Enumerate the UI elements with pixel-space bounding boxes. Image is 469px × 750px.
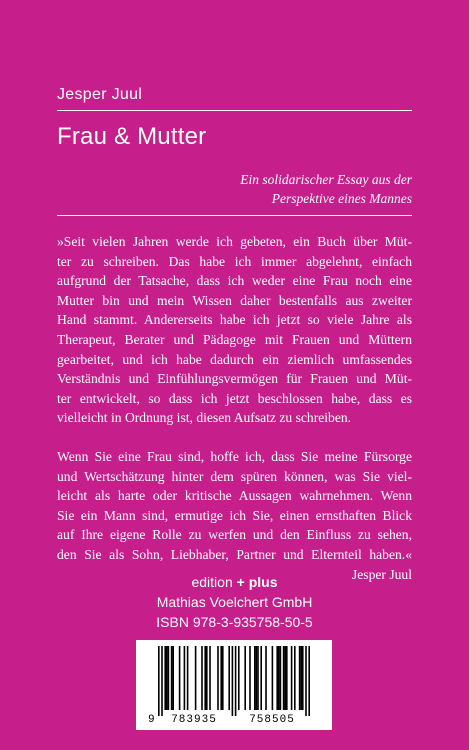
subtitle	[112, 170, 412, 208]
barcode-bar	[276, 646, 278, 710]
barcode-bar	[228, 646, 230, 710]
barcode-bar	[161, 646, 163, 716]
isbn-barcode	[136, 640, 332, 730]
barcode-bar	[222, 646, 224, 710]
barcode-bar	[308, 646, 310, 716]
blurb-line: Sie ein Mann sind, ermutige ich Sie, einen ernsthaften Blick	[57, 507, 412, 523]
barcode-digit-first: 9	[148, 714, 155, 726]
barcode-bar	[256, 646, 258, 710]
barcode-bar	[294, 646, 296, 710]
barcode-bar	[179, 646, 181, 710]
blurb-line: gearbeitet, und ich habe dadurch ein ziemlich umfassendes	[57, 351, 412, 367]
barcode-bar	[232, 646, 234, 716]
barcode-bar	[278, 646, 280, 710]
barcode-bar	[201, 646, 203, 710]
barcode-bar	[244, 646, 246, 710]
barcode-bar	[187, 646, 189, 710]
blurb-line: Hand stammt. Andererseits habe ich jetzt so viele Jahre als	[57, 312, 412, 328]
barcode-bar	[291, 646, 293, 710]
blurb-line: auf Ihre eigene Rolle zu werfen und den Einfluss zu sehen,	[57, 527, 412, 543]
barcode-bar	[302, 646, 304, 710]
barcode-bar	[280, 646, 282, 710]
barcode-bar	[283, 646, 285, 710]
barcode-bar	[171, 646, 173, 710]
barcode-bar	[300, 646, 302, 710]
blurb-line: vielleicht in Ordnung ist, diesen Aufsatz zu schreiben.	[57, 410, 352, 426]
barcode-bar	[305, 646, 307, 716]
imprint-name: edition	[191, 574, 233, 590]
subtitle-line: Ein solidarischer Essay aus der	[240, 172, 412, 187]
barcode-bar	[254, 646, 256, 710]
barcode-bar	[299, 646, 301, 710]
blurb-line: leicht als harte oder kritische Aussagen wahrnehmen. Wenn	[57, 488, 412, 504]
barcode-bar	[235, 646, 237, 716]
blurb-line: und Wertschätzung hinter dem spüren können, was Sie viel-	[57, 468, 412, 484]
book-title: Frau & Mutter	[57, 123, 207, 150]
barcode-bar	[260, 646, 262, 710]
barcode-bar	[166, 646, 168, 710]
barcode-bar	[272, 646, 274, 710]
barcode-bar	[172, 646, 174, 710]
barcode-bar	[286, 646, 288, 710]
subtitle-line: Perspektive eines Mannes	[271, 191, 412, 206]
publisher-name: Mathias Voelchert GmbH	[156, 594, 313, 610]
barcode-bar	[284, 646, 286, 710]
barcode-bar	[249, 646, 251, 710]
barcode-bar	[195, 646, 197, 710]
barcode-digits-right: 758505	[249, 714, 295, 726]
blurb-line: Wenn Sie eine Frau sind, hoffe ich, dass Sie meine Fürsorge	[57, 448, 412, 464]
barcode-bar	[158, 646, 160, 716]
blurb-line: ter entwickelt, so dass ich jetzt beschlossen habe, dass es	[57, 390, 412, 406]
barcode-digits-left: 783935	[171, 714, 217, 726]
barcode-bar	[209, 646, 211, 710]
blurb-text	[57, 232, 412, 584]
imprint	[0, 572, 469, 592]
blurb-paragraph-1	[57, 232, 412, 428]
barcode-bar	[217, 646, 219, 710]
barcode-graphic	[136, 640, 332, 730]
author-name: Jesper Juul	[57, 86, 143, 103]
blurb-signature: Jesper Juul	[351, 566, 412, 582]
publisher-block	[0, 572, 469, 632]
blurb-line: aufgrund der Tatsache, dass ich weder eine Frau noch eine	[57, 273, 412, 289]
blurb-line: »Seit vielen Jahren werde ich gebeten, ein Buch über Müt-	[57, 234, 412, 249]
barcode-bar	[168, 646, 170, 710]
blurb-paragraph-2	[57, 447, 412, 584]
barcode-bar	[184, 646, 186, 710]
imprint-plus: + plus	[236, 574, 278, 590]
divider-bottom	[57, 215, 412, 216]
barcode-bar	[164, 646, 166, 710]
barcode-bar	[238, 646, 240, 710]
blurb-line: ter zu schreiben. Das habe ich immer abgelehnt, einfach	[57, 253, 412, 269]
blurb-line: Verständnis und Einfühlungsvermögen für Frauen und Müt-	[57, 371, 412, 387]
barcode-bar	[257, 646, 259, 710]
barcode-bar	[220, 646, 222, 710]
blurb-line: den Sie als Sohn, Liebhaber, Partner und Elternteil haben.«	[57, 546, 412, 562]
blurb-line: Therapeut, Berater und Pädagoge mit Frauen und Müttern	[57, 331, 412, 347]
blurb-line: Mutter bin und mein Wissen daher bestenfalls aus zweiter	[57, 292, 412, 308]
barcode-bar	[204, 646, 206, 710]
barcode-bar	[206, 646, 208, 710]
divider-top	[57, 110, 412, 111]
barcode-bar	[265, 646, 267, 710]
isbn: ISBN 978-3-935758-50-5	[156, 614, 313, 630]
